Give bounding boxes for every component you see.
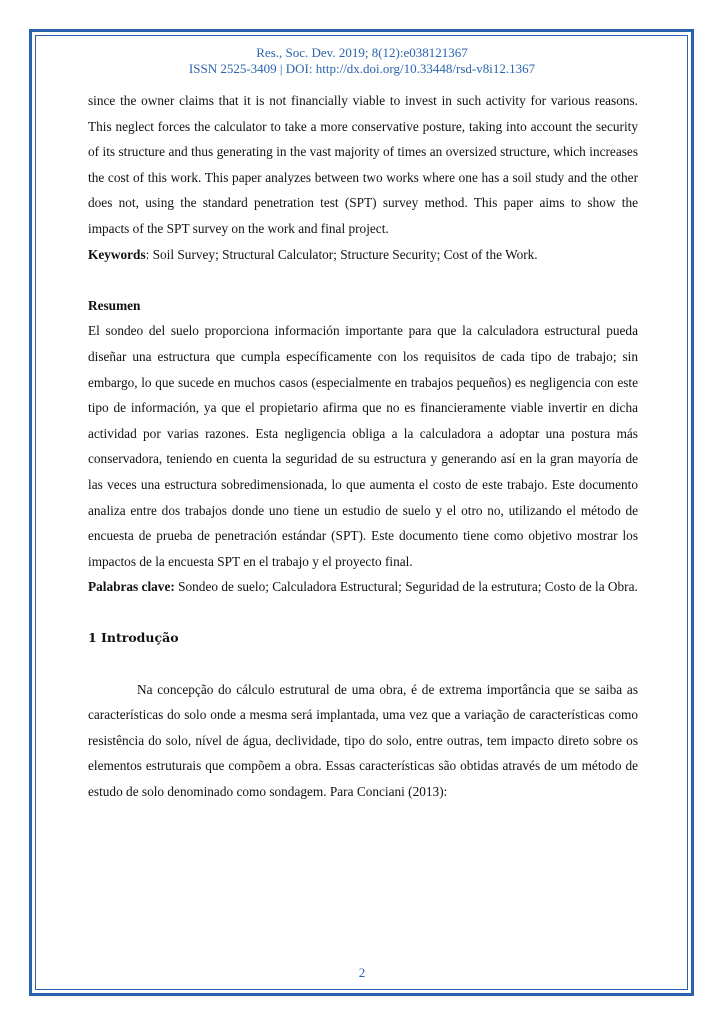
- issn-doi-line: ISSN 2525-3409 | DOI: http://dx.doi.org/10.33448/rsd-v8i12.1367: [188, 61, 536, 76]
- spacer: [88, 267, 638, 293]
- resumen-title: [88, 293, 638, 319]
- keywords-line: [88, 242, 638, 268]
- introduction-body: Na concepção do cálculo estrutural de uma obra, é de extrema importância que se saiba as características do solo onde a mesma será implantada, uma vez que a variação de características como resistência do solo, nível de água, declividade, tipo do solo, entre outras, tem impacto direto sobre os elementos estruturais que compõem a obra. Essas características são obtidas através de um método de estudo de solo denominado como sondagem. Para Conciani (2013):: [88, 681, 638, 800]
- page-content: [88, 88, 638, 805]
- resumen-keywords-label: Palabras clave:: [88, 579, 175, 595]
- keywords-label: Keywords: [88, 246, 146, 262]
- spacer: [88, 600, 638, 626]
- spacer: [88, 651, 638, 677]
- abstract-continuation: since the owner claims that it is not financially viable to invest in such activity for various reasons. This neglect forces the calculator to take a more conservative posture, taking into account the security of its structure and thus generating in the vast majority of times an oversized structure, which increases the cost of this work. This paper analyzes between two works where one has a soil study and the other does not, using the standard penetration test (SPT) survey method. This paper aims to show the impacts of the SPT survey on the work and final project.: [88, 93, 638, 236]
- journal-citation: Res., Soc. Dev. 2019; 8(12):e038121367: [256, 45, 468, 60]
- resumen-title-text: Resumen: [88, 297, 141, 313]
- resumen-keywords-line: [88, 574, 638, 600]
- resumen-keywords-text: Sondeo de suelo; Calculadora Estructural; Seguridad de la estrutura; Costo de la Obra.: [174, 579, 638, 595]
- keywords-text: : Soil Survey; Structural Calculator; Structure Security; Cost of the Work.: [145, 246, 538, 262]
- section-heading: 1 Introdução: [88, 630, 179, 646]
- resumen-body: El sondeo del suelo proporciona información importante para que la calculadora estructural pueda diseñar una estructura que cumpla específicamente con los requisitos de cada tipo de trabajo; sin embargo, lo que sucede en muchos casos (especialmente en trabajos pequeños) es negligencia con este tipo de información, ya que el propietario afirma que no es financieramente viable invertir en dicha actividad por varias razones. Esta negligencia obliga a la calculadora a adoptar una postura más conservadora, teniendo en cuenta la seguridad de su estructura y generando así en la gran mayoría de las veces una estructura sobredimensionada, lo que aumenta el costo de este trabajo. Este documento analiza entre dos trabajos donde uno tiene un estudio de suelo y el otro no, utilizando el método de encuesta de prueba de penetración estándar (SPT). Este documento tiene como objetivo mostrar los impactos de la encuesta SPT en el trabajo y el proyecto final.: [88, 323, 638, 569]
- page-number: 2: [358, 965, 366, 980]
